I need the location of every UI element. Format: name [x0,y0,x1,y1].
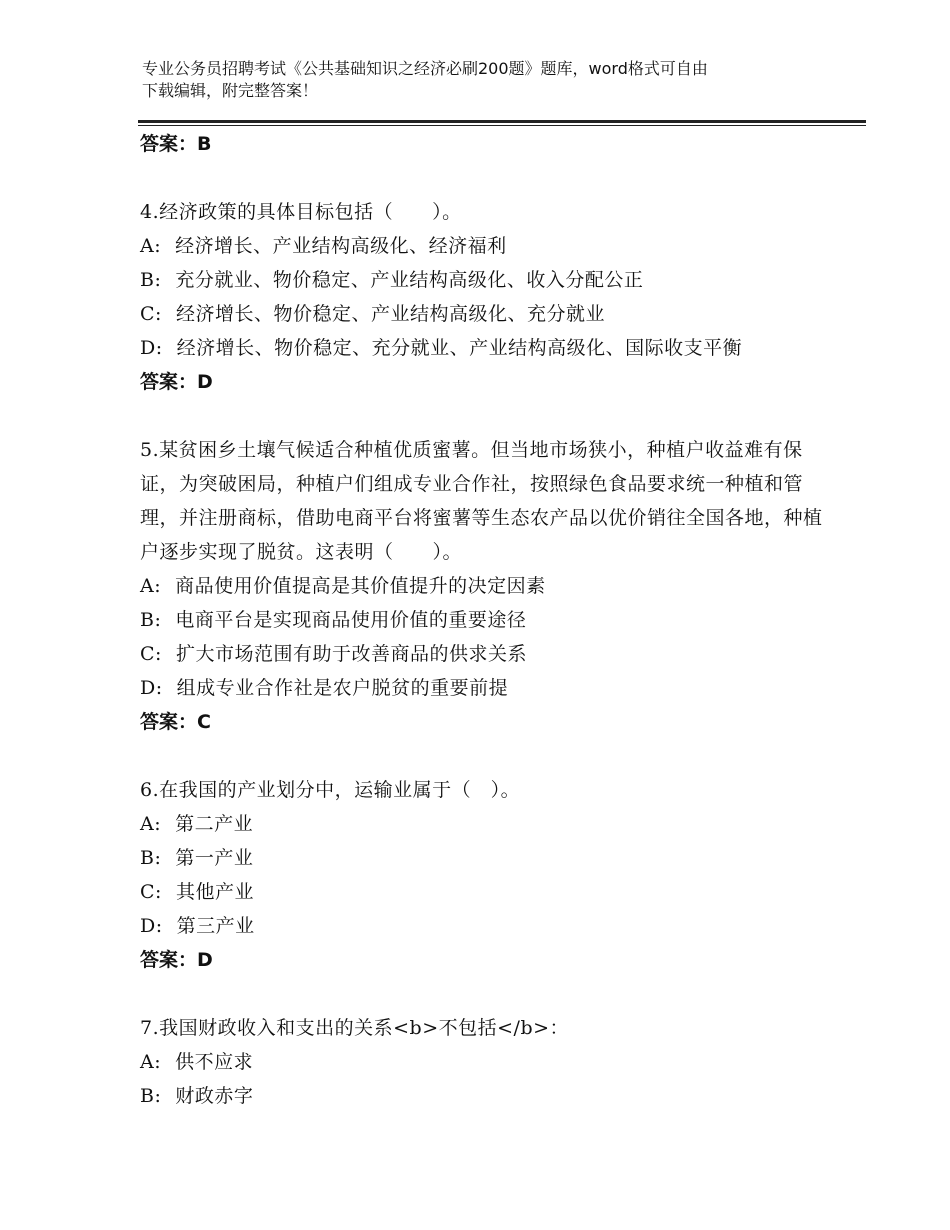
previous-answer [140,127,830,161]
answer-value: D [197,949,213,971]
option-letter: C: [140,643,162,665]
option-text: 组成专业合作社是农户脱贫的重要前提 [176,677,509,699]
option-text: 供不应求 [175,1051,254,1073]
header-rule-thick [138,120,866,123]
option-text: 其他产业 [175,881,254,903]
option-letter: C: [140,881,162,903]
option-letter: C: [140,303,162,325]
question-4 [140,195,830,399]
option-text: 充分就业、物价稳定、产业结构高级化、收入分配公正 [175,269,644,291]
header-rule-thin [138,125,866,126]
option-a [140,1045,830,1079]
option-letter: A: [140,813,162,835]
option-b [140,841,830,875]
option-letter: A: [140,235,162,257]
answer [140,365,830,399]
option-b [140,1079,830,1113]
header-line-1: 专业公务员招聘考试《公共基础知识之经济必刷200题》题库，word格式可自由 [142,59,708,78]
option-text: 第二产业 [175,813,254,835]
answer-value: B [197,133,212,155]
answer-value: D [197,371,213,393]
option-a [140,807,830,841]
option-c [140,637,830,671]
option-text: 第一产业 [175,847,254,869]
option-text: 商品使用价值提高是其价值提升的决定因素 [175,575,546,597]
question-text: 7.我国财政收入和支出的关系<b>不包括</b>： [140,1017,570,1039]
option-letter: D: [140,677,163,699]
option-text: 电商平台是实现商品使用价值的重要途径 [175,609,527,631]
answer-prefix: 答案： [140,371,198,393]
option-d [140,331,830,365]
option-letter: B: [140,847,162,869]
option-letter: A: [140,575,162,597]
option-letter: B: [140,269,162,291]
option-c [140,875,830,909]
option-text: 经济增长、物价稳定、产业结构高级化、充分就业 [175,303,605,325]
option-b [140,603,830,637]
document-content [140,127,830,1113]
option-b [140,263,830,297]
option-text: 第三产业 [176,915,255,937]
option-text: 经济增长、物价稳定、充分就业、产业结构高级化、国际收支平衡 [176,337,743,359]
option-letter: A: [140,1051,162,1073]
option-d [140,671,830,705]
option-text: 扩大市场范围有助于改善商品的供求关系 [175,643,527,665]
option-a [140,569,830,603]
question-text: 4.经济政策的具体目标包括（ ）。 [140,201,462,223]
answer [140,943,830,977]
document-header [142,58,822,102]
option-d [140,909,830,943]
answer-prefix: 答案： [140,949,198,971]
option-a [140,229,830,263]
question-6 [140,773,830,977]
answer-value: C [197,711,211,733]
answer [140,705,830,739]
question-text: 5.某贫困乡土壤气候适合种植优质蜜薯。但当地市场狭小，种植户收益难有保证，为突破困局，种植户们组成专业合作社，按照绿色食品要求统一种植和管理，并注册商标，借助电商平台将蜜薯等生态农产品以优价销往全国各地，种植户逐步实现了脱贫。这表明（ ）。 [140,439,823,563]
answer-prefix: 答案： [140,711,198,733]
question-text: 6.在我国的产业划分中，运输业属于（ ）。 [140,779,521,801]
question-7 [140,1011,830,1113]
option-letter: D: [140,337,163,359]
option-text: 经济增长、产业结构高级化、经济福利 [175,235,507,257]
option-letter: D: [140,915,163,937]
question-5 [140,433,830,739]
option-letter: B: [140,609,162,631]
header-line-2: 下载编辑，附完整答案！ [142,81,319,100]
answer-prefix: 答案： [140,133,198,155]
option-text: 财政赤字 [175,1085,254,1107]
option-letter: B: [140,1085,162,1107]
option-c [140,297,830,331]
